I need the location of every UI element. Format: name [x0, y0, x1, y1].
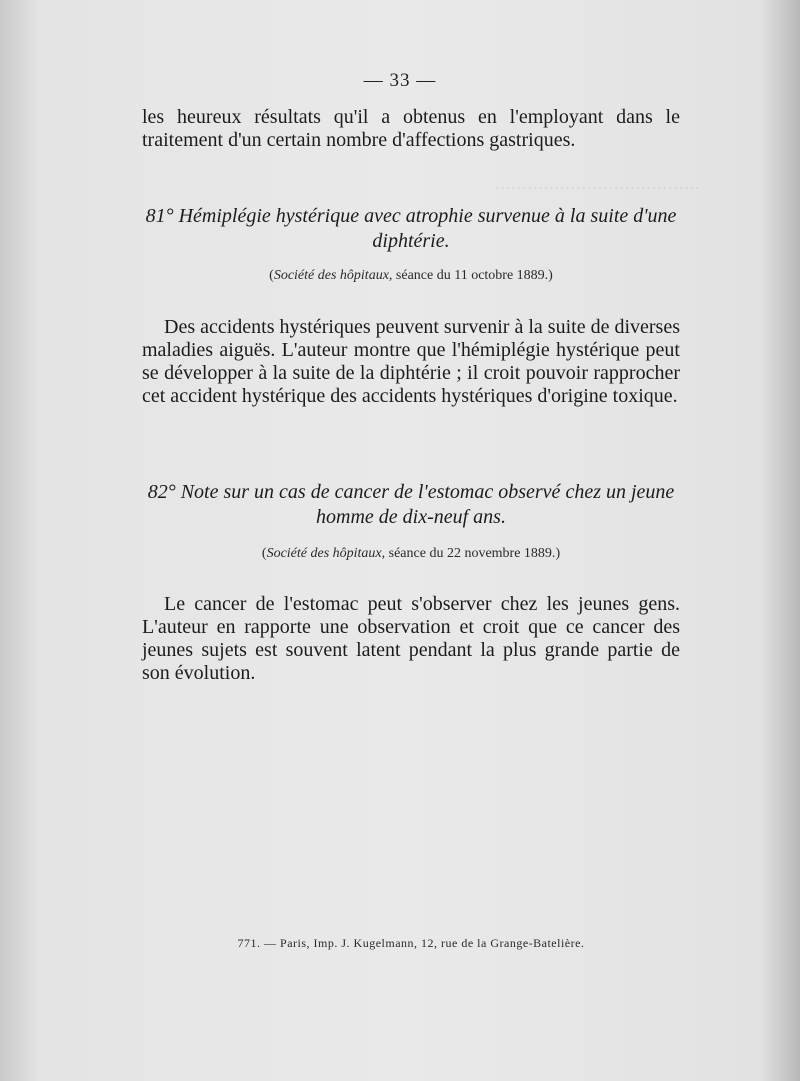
page-number: — 33 —	[363, 70, 437, 91]
section-82-source-society: Société des hôpitaux	[266, 546, 382, 561]
section-81-source-society: Société des hôpitaux	[273, 268, 389, 283]
section-81-heading: 81° Hémiplégie hystérique avec atrophie survenue à la suite d'une diphtérie.	[145, 205, 677, 252]
section-81-body: Des accidents hystériques peuvent survenir à la suite de diverses maladies aiguës. L'auteur montre que l'hémiplégie hystérique peut se développer à la suite de la diphtérie ; il croit pouvoir rapprocher cet accident hystérique des accidents hystériques d'origine toxique.	[142, 316, 680, 407]
section-82-source-date: , séance du 22 novembre 1889.	[381, 546, 556, 561]
section-81-source: (Société des hôpitaux, séance du 11 octobre 1889.)	[269, 268, 553, 283]
show-through-text: ......................................	[494, 174, 700, 194]
section-82-heading: 82° Note sur un cas de cancer de l'estomac observé chez un jeune homme de dix-neuf ans.	[147, 481, 675, 528]
printer-footer: 771. — Paris, Imp. J. Kugelmann, 12, rue de la Grange-Batelière.	[237, 936, 585, 950]
section-81-source-date: , séance du 11 octobre 1889.	[388, 268, 549, 283]
section-82-body: Le cancer de l'estomac peut s'observer chez les jeunes gens. L'auteur en rapporte une observation et croit que ce cancer des jeunes sujets est souvent latent pendant la plus grande partie de son évolution.	[142, 593, 680, 684]
section-82-source: (Société des hôpitaux, séance du 22 novembre 1889.)	[261, 546, 561, 561]
intro-paragraph: les heureux résultats qu'il a obtenus en l'employant dans le traitement d'un certain nombre d'affections gastriques.	[142, 106, 680, 151]
